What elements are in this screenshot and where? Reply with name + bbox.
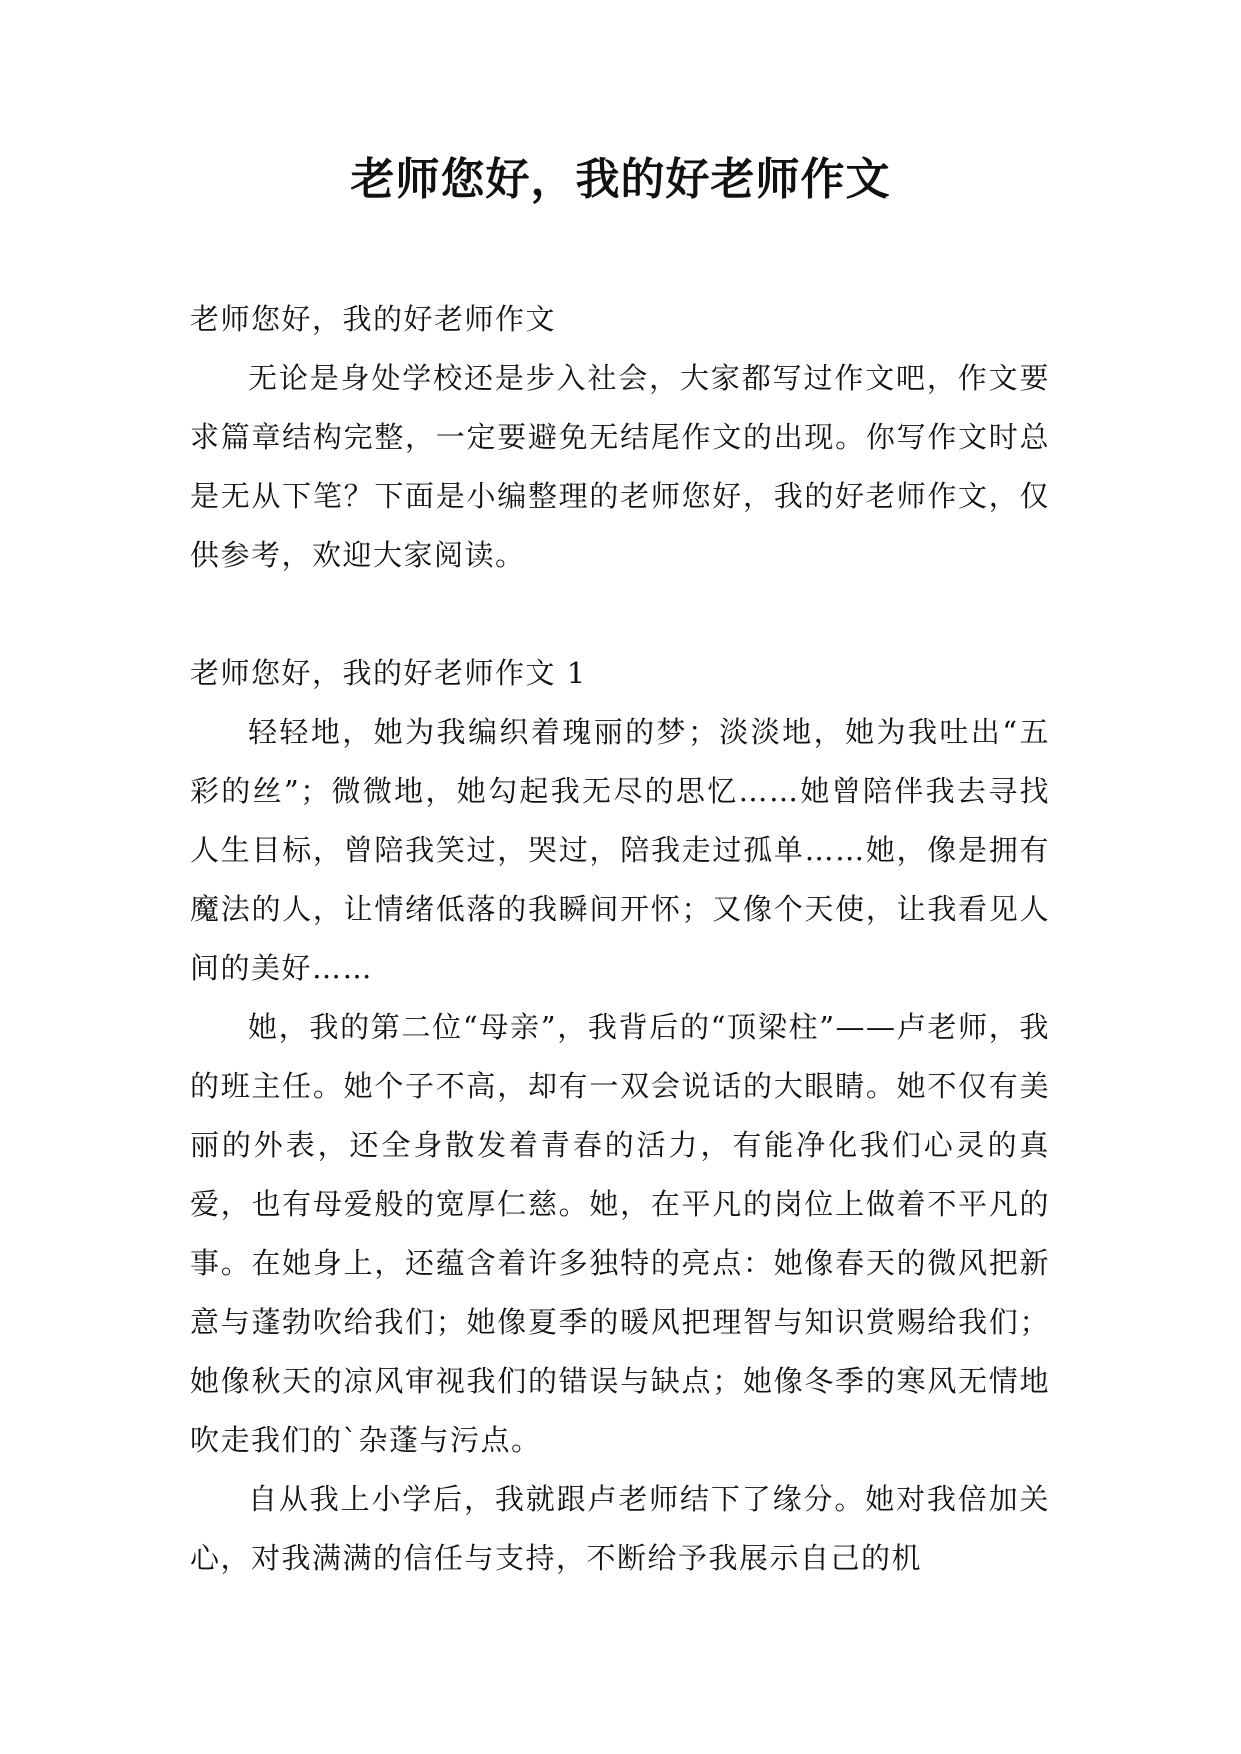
essay-paragraph: 轻轻地，她为我编织着瑰丽的梦；淡淡地，她为我吐出“五彩的丝”；微微地，她勾起我无尽的思忆……她曾陪伴我去寻找人生目标，曾陪我笑过，哭过，陪我走过孤单……她，像是拥有魔法的人，让情绪低落的我瞬间开怀；又像个天使，让我看见人间的美好…… xyxy=(190,715,1050,985)
essay-paragraph: 她，我的第二位“母亲”，我背后的“顶梁柱”——卢老师，我的班主任。她个子不高，却有一双会说话的大眼睛。她不仅有美丽的外表，还全身散发着青春的活力，有能净化我们心灵的真爱，也有母爱般的宽厚仁慈。她，在平凡的岗位上做着不平凡的事。在她身上，还蕴含着许多独特的亮点：她像春天的微风把新意与蓬勃吹给我们；她像夏季的暖风把理智与知识赏赐给我们；她像秋天的凉风审视我们的错误与缺点；她像冬季的寒风无情地吹走我们的`杂蓬与污点。 xyxy=(190,1010,1050,1457)
document-title: 老师您好，我的好老师作文 xyxy=(350,154,891,205)
essay-paragraph: 自从我上小学后，我就跟卢老师结下了缘分。她对我倍加关心，对我满满的信任与支持，不断给予我展示自己的机 xyxy=(190,1482,1050,1575)
intro-paragraph: 无论是身处学校还是步入社会，大家都写过作文吧，作文要求篇章结构完整，一定要避免无结尾作文的出现。你写作文时总是无从下笔？下面是小编整理的老师您好，我的好老师作文，仅供参考，欢迎大家阅读。 xyxy=(190,361,1050,572)
essay-heading: 老师您好，我的好老师作文 1 xyxy=(190,656,587,690)
intro-heading: 老师您好，我的好老师作文 xyxy=(190,302,557,336)
section-spacer xyxy=(190,585,1050,644)
document-body xyxy=(190,290,1050,1588)
